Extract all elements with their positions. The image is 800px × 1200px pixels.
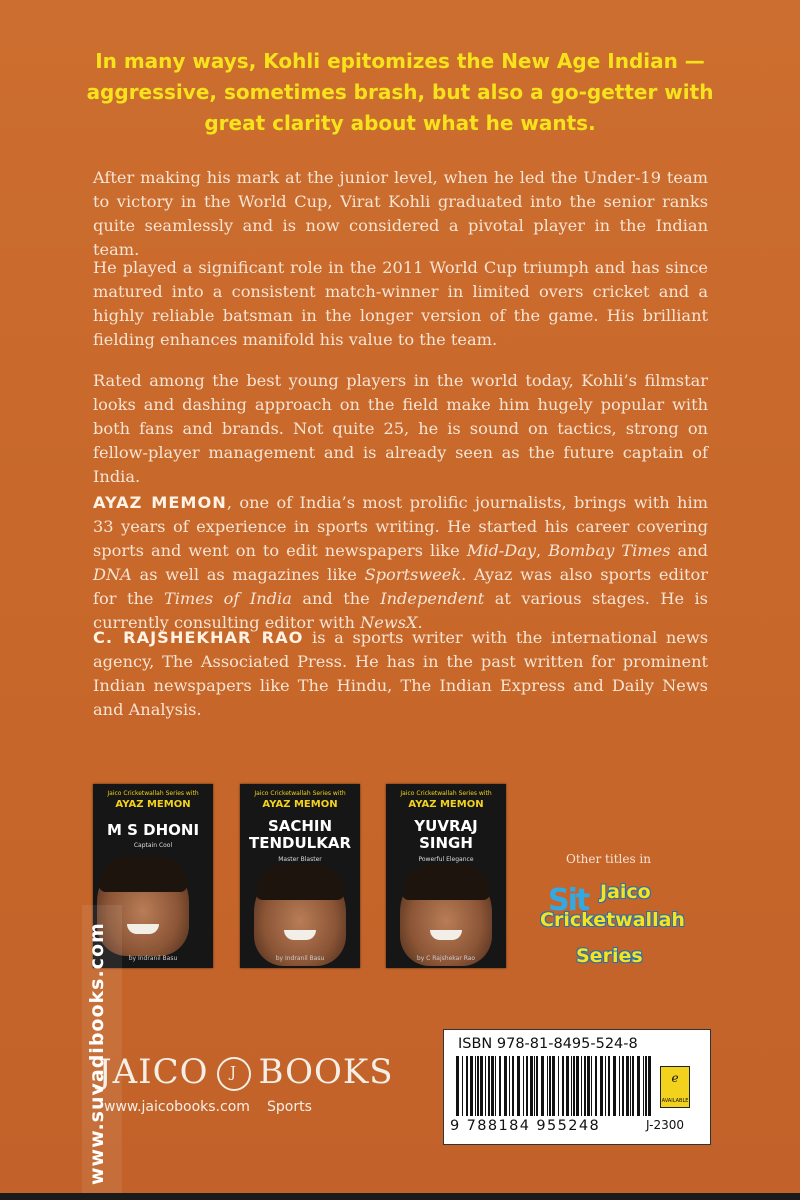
publisher-name-right: BOOKS xyxy=(258,1052,394,1092)
ebook-label: AVAILABLE xyxy=(661,1098,689,1104)
author-name-ayaz: AYAZ MEMON xyxy=(93,493,227,512)
blurb-paragraph-3: Rated among the best young players in the world today, Kohli’s filmstar looks and dashing approach on the field make him hugely popular with both fans and brands. Not quite 25, he is sound on tactics, strong on fellow-player management and is already seen as the future captain of India. xyxy=(93,371,708,486)
barcode-bar xyxy=(622,1056,624,1116)
publication-newsx: NewsX xyxy=(360,613,418,632)
blurb-paragraph-2: He played a significant role in the 2011 World Cup triumph and has since matured into a consistent match-winner in limited overs cricket and a highly reliable batsman in the longer version of the game. His brilliant fielding enhances manifold his value to the team. xyxy=(93,258,708,349)
book-cover-tendulkar[interactable] xyxy=(240,784,360,968)
barcode-bar xyxy=(619,1056,620,1116)
barcode-bar xyxy=(562,1056,564,1116)
barcode-bar xyxy=(512,1056,514,1116)
catalog-code: J-2300 xyxy=(646,1118,684,1132)
publisher-url[interactable]: www.jaicobooks.com xyxy=(104,1099,250,1115)
player-smile xyxy=(284,930,316,940)
bio-text: , xyxy=(536,541,549,560)
barcode-bar xyxy=(566,1056,569,1116)
watermark-strip xyxy=(82,905,122,1200)
barcode-bar xyxy=(526,1056,528,1116)
publisher-logo xyxy=(98,1052,394,1092)
book-title: SACHIN TENDULKAR xyxy=(248,817,351,852)
player-hair xyxy=(256,864,344,900)
bio-text: at various stages. He is currently consulting editor with xyxy=(93,589,708,632)
barcode-bar xyxy=(608,1056,610,1116)
barcode-bar xyxy=(491,1056,494,1116)
author-bio-ayaz xyxy=(93,491,708,635)
barcode-bar xyxy=(549,1056,551,1116)
barcode-bar xyxy=(499,1056,501,1116)
bio-text: is a sports writer with the international news agency, The Associated Press. He has in the past written for prominent Indian newspapers like The Hindu, The Indian Express and Daily News and Analysis. xyxy=(93,628,709,719)
book-series-line: Jaico Cricketwallah Series with xyxy=(107,790,199,797)
barcode-bar xyxy=(504,1056,507,1116)
barcode-bar xyxy=(530,1056,533,1116)
pull-quote-line: In many ways, Kohli epitomizes the New Age Indian — xyxy=(95,49,705,73)
book-category: Sports xyxy=(267,1099,312,1115)
barcode-bar xyxy=(573,1056,575,1116)
player-smile xyxy=(430,930,462,940)
book-subtitle: Powerful Elegance xyxy=(418,856,474,863)
barcode-bar xyxy=(576,1056,579,1116)
other-titles-label: Other titles in xyxy=(566,852,652,866)
publication-mid-day: Mid-Day xyxy=(466,541,537,560)
barcode-bar xyxy=(480,1056,483,1116)
series-logo-line: Series xyxy=(576,945,643,967)
bio-text: . xyxy=(417,613,423,632)
barcode-bar xyxy=(591,1056,592,1116)
bio-text: and xyxy=(670,541,708,560)
book-subtitle: Captain Cool xyxy=(133,842,173,849)
publisher-seal-icon xyxy=(217,1057,251,1091)
barcode-digits: 9 788184 955248 xyxy=(450,1118,601,1134)
barcode-bar xyxy=(552,1056,555,1116)
player-hair xyxy=(99,856,187,892)
series-logo-line: Jaico xyxy=(600,881,651,903)
bio-text: as well as magazines like xyxy=(131,565,365,584)
pull-quote-line: great clarity about what he wants. xyxy=(204,111,596,135)
barcode-bar xyxy=(456,1056,459,1116)
barcode-bar xyxy=(558,1056,559,1116)
book-author: AYAZ MEMON xyxy=(115,799,191,810)
blurb-paragraph-1: After making his mark at the junior level, when he led the Under-19 team to victory in the World Cup, Virat Kohli graduated into the senior ranks quite seamlessly and is now considered a pivotal player in the Indian team. xyxy=(93,168,708,259)
barcode-bar xyxy=(541,1056,544,1116)
barcode-bar xyxy=(600,1056,603,1116)
barcode-bar xyxy=(613,1056,616,1116)
publication-independent: Independent xyxy=(380,589,485,608)
barcode-bar xyxy=(605,1056,606,1116)
barcode-bar xyxy=(534,1056,535,1116)
player-hair xyxy=(402,864,490,900)
publisher-seal-letter: J xyxy=(230,1063,238,1081)
barcode-bar xyxy=(517,1056,520,1116)
bottom-edge xyxy=(0,1193,800,1200)
pull-quote xyxy=(80,46,720,139)
barcode-icon xyxy=(454,1056,654,1116)
isbn-label: ISBN 978-81-8495-524-8 xyxy=(458,1036,638,1052)
series-logo-mark: Sit xyxy=(548,883,589,918)
series-logo-line: Cricketwallah xyxy=(540,909,685,931)
bio-text: and the xyxy=(291,589,381,608)
barcode-bar xyxy=(630,1056,631,1116)
series-logo xyxy=(538,875,685,971)
book-title: M S DHONI xyxy=(106,821,200,839)
isbn-barcode-box xyxy=(443,1029,711,1145)
barcode-bar xyxy=(643,1056,644,1116)
barcode-bar xyxy=(523,1056,524,1116)
barcode-bar xyxy=(645,1056,647,1116)
book-cover-yuvraj[interactable] xyxy=(386,784,506,968)
book-series-line: Jaico Cricketwallah Series with xyxy=(400,790,492,797)
ebook-mark: e xyxy=(671,1071,679,1085)
barcode-bar xyxy=(477,1056,479,1116)
barcode-bar xyxy=(571,1056,572,1116)
publisher-name-left: JAICO xyxy=(98,1052,209,1092)
publication-times-of-india: Times of India xyxy=(163,589,292,608)
barcode-bar xyxy=(648,1056,651,1116)
barcode-bar xyxy=(581,1056,582,1116)
barcode-bar xyxy=(475,1056,476,1116)
book-byline: by C Rajshekar Rao xyxy=(416,955,476,962)
ebook-available-icon xyxy=(660,1066,690,1108)
barcode-bar xyxy=(509,1056,510,1116)
barcode-bar xyxy=(547,1056,548,1116)
publication-sportsweek: Sportsweek xyxy=(364,565,462,584)
barcode-bar xyxy=(587,1056,590,1116)
bio-text: . Ayaz was also sports editor for the xyxy=(93,565,708,608)
barcode-bar xyxy=(626,1056,629,1116)
book-byline: by Indranil Basu xyxy=(128,955,178,962)
publication-bombay-times: Bombay Times xyxy=(548,541,671,560)
book-author: AYAZ MEMON xyxy=(408,799,484,810)
book-title: YUVRAJ SINGH xyxy=(414,817,478,852)
book-subtitle: Master Blaster xyxy=(278,856,322,863)
player-smile xyxy=(127,924,159,934)
author-bio-rao xyxy=(93,626,708,722)
barcode-bar xyxy=(488,1056,490,1116)
barcode-bar xyxy=(595,1056,597,1116)
book-author: AYAZ MEMON xyxy=(262,799,338,810)
watermark-text: www.suvadibooks.com xyxy=(86,922,108,1185)
book-series-line: Jaico Cricketwallah Series with xyxy=(254,790,346,797)
barcode-bar xyxy=(584,1056,586,1116)
barcode-bar xyxy=(466,1056,468,1116)
barcode-bar xyxy=(485,1056,486,1116)
barcode-bar xyxy=(632,1056,634,1116)
barcode-bar xyxy=(495,1056,496,1116)
pull-quote-line: aggressive, sometimes brash, but also a go-getter with xyxy=(86,80,714,104)
publication-dna: DNA xyxy=(93,565,132,584)
barcode-bar xyxy=(637,1056,640,1116)
book-byline: by Indranil Basu xyxy=(275,955,325,962)
barcode-bar xyxy=(462,1056,463,1116)
bio-text: , one of India’s most prolific journalists, brings with him 33 years of experience in sports writing. He started his career covering sports and went on to edit newspapers like xyxy=(93,493,708,560)
author-name-rao: C. RAJSHEKHAR RAO xyxy=(93,628,304,647)
barcode-bar xyxy=(536,1056,538,1116)
barcode-bar xyxy=(470,1056,473,1116)
